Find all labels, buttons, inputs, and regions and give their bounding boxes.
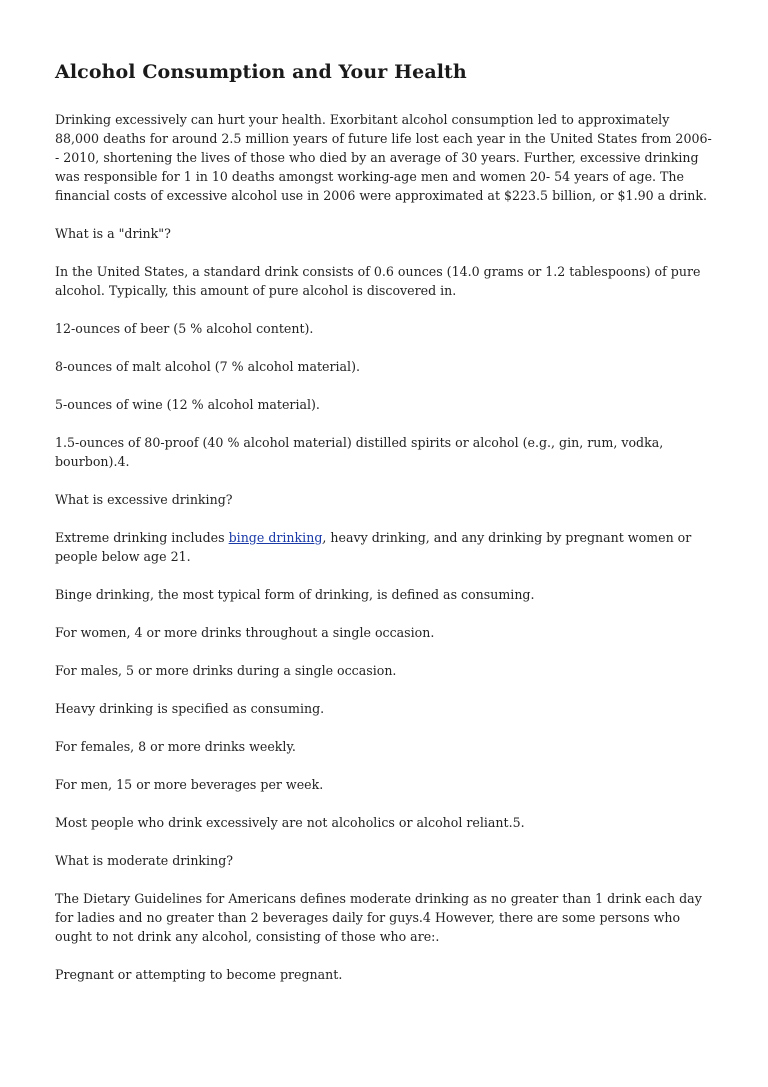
intro-paragraph: Drinking excessively can hurt your health. Exorbitant alcohol consumption led to approximately 88,000 deaths for around 2.5 million years of future life lost each year in the United States from 2006-- 2010, shortening the lives of those who died by an average of 30 years. Further, excessive drinking was responsible for 1 in 10 deaths amongst working-age men and women 20- 54 years of age. The financial costs of excessive alcohol use in 2006 were approximated at $223.5 billion, or $1.90 a drink. [55,112,712,203]
guidelines-paragraph: The Dietary Guidelines for Americans defines moderate drinking as no greater than 1 drink each day for ladies and no greater than 2 beverages daily for guys.4 However, there are some persons who ought to not drink any alcohol, consisting of those who are:. [55,891,702,944]
binge-men-paragraph: For males, 5 or more drinks during a single occasion. [55,663,397,678]
question-moderate-drinking: What is moderate drinking? [55,853,234,868]
document-page [55,58,715,1003]
binge-women-paragraph: For women, 4 or more drinks throughout a single occasion. [55,625,435,640]
binge-definition-paragraph: Binge drinking, the most typical form of drinking, is defined as consuming. [55,587,535,602]
extreme-text-before: Extreme drinking includes [55,530,229,545]
binge-drinking-link[interactable]: binge drinking [228,530,323,545]
spirits-paragraph: 1.5-ounces of 80-proof (40 % alcohol material) distilled spirits or alcohol (e.g., gin, rum, vodka, bourbon).4. [55,435,664,469]
standard-drink-paragraph: In the United States, a standard drink consists of 0.6 ounces (14.0 grams or 1.2 tablespoons) of pure alcohol. Typically, this amount of pure alcohol is discovered in. [55,264,701,298]
pregnant-paragraph: Pregnant or attempting to become pregnant. [55,967,343,982]
extreme-drinking-paragraph [55,528,715,566]
malt-paragraph: 8-ounces of malt alcohol (7 % alcohol material). [55,359,360,374]
heavy-men-paragraph: For men, 15 or more beverages per week. [55,777,324,792]
wine-paragraph: 5-ounces of wine (12 % alcohol material). [55,397,320,412]
question-excessive-drinking: What is excessive drinking? [55,492,233,507]
heavy-women-paragraph: For females, 8 or more drinks weekly. [55,739,296,754]
question-what-is-a-drink: What is a "drink"? [55,226,171,241]
beer-paragraph: 12-ounces of beer (5 % alcohol content). [55,321,314,336]
heavy-definition-paragraph: Heavy drinking is specified as consuming. [55,701,325,716]
not-alcoholics-paragraph: Most people who drink excessively are not alcoholics or alcohol reliant.5. [55,815,525,830]
document-title: Alcohol Consumption and Your Health [55,61,467,83]
extreme-text-after: , heavy drinking, and any drinking by pregnant women or people below age 21. [55,530,692,564]
